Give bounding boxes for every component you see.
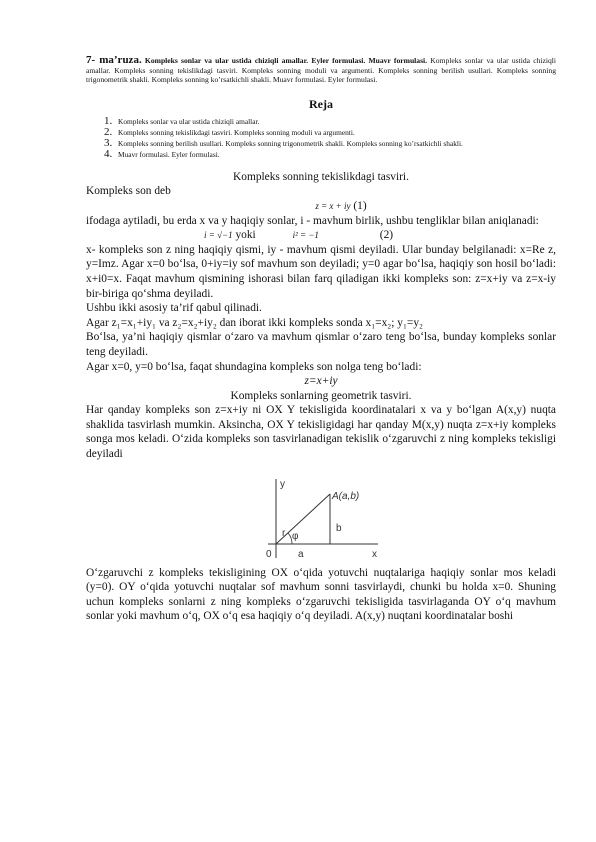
plan-item-number: 4. <box>104 147 113 160</box>
paragraph: x- kompleks son z ning haqiqiy qismi, iy - mavhum qismi deyiladi. Ular bunday belgilanadi: x=Re z, y=Imz. Agar x=0 bo‘lsa, 0+iy=iy sof mavhum son deyiladi; y=0 agar bo‘lsa, haqiqiy son hosil bo‘ladi: x+i0=x. Faqat mavhum qismining ishorasi bilan farq qiladigan ikki kompleks son: z=x+iy va z=x-iy bir-biriga qo‘shma deyiladi. <box>86 243 556 300</box>
equation-1-formula: z = x + iy <box>315 200 351 211</box>
plan-item <box>86 149 556 160</box>
equation-2-word: yoki <box>235 229 256 242</box>
origin-label: 0 <box>266 548 272 560</box>
equation-2-formula-b: i² = −1 <box>292 230 319 241</box>
plan-item <box>86 116 556 127</box>
phi-label: φ <box>292 530 299 542</box>
b-label: b <box>336 522 342 534</box>
plan-heading: Reja <box>309 96 333 111</box>
lecture-intro <box>86 56 556 85</box>
plan-item-text: Kompleks sonning tekislikdagi tasviri. Kompleks sonning moduli va argumenti. <box>118 127 355 137</box>
section-heading: Kompleks sonlarning geometrik tasviri. <box>230 389 412 402</box>
equation-2 <box>86 228 556 243</box>
plan-item <box>86 138 556 149</box>
x-axis-label: x <box>372 548 377 560</box>
paragraph: Ushbu ikki asosiy ta’rif qabul qilinadi. <box>86 302 262 315</box>
equation-3-formula: z=x+iy <box>304 375 338 388</box>
plan-item-number: 3. <box>104 136 113 149</box>
equation-1-number: (1) <box>353 199 367 212</box>
section-heading: Kompleks sonning tekislikdagi tasviri. <box>233 170 409 183</box>
complex-plane-diagram <box>264 476 384 560</box>
paragraph: Bo‘lsa, ya’ni haqiqiy qismlar o‘zaro va mavhum qismlar o‘zaro teng bo‘lsa, bunday kompleks sonlar teng deyiladi. <box>86 331 556 358</box>
plan-list <box>86 116 556 160</box>
plan-item-number: 2. <box>104 125 113 138</box>
equation-2-number: (2) <box>379 229 394 242</box>
plan-item-text: Kompleks sonning berilish usullari. Kompleks sonning trigonometrik shakli. Kompleks sonning ko’rsatkichli shakli. <box>118 138 463 148</box>
lecture-summary: Kompleks sonlar va ular ustida chiziqli amallar. Kompleks sonning tekislikdagi tasviri. Kompleks sonning moduli va argumenti. Kompleks sonning berilish usullari. Kompleks sonning trigonometrik shakli. Kompleks sonning ko’rsatkichli shakli. Muavr formulasi. Eyler formulasi. <box>86 56 556 85</box>
lecture-number: 7- ma’ruza. <box>86 54 142 66</box>
point-label: A(a,b) <box>332 490 360 502</box>
equation-1 <box>86 199 556 214</box>
plan-item-number: 1. <box>104 114 113 127</box>
plan-item-text: Kompleks sonlar va ular ustida chiziqli amallar. <box>118 116 260 126</box>
equation-3 <box>86 374 556 389</box>
plan-item <box>86 127 556 138</box>
paragraph: Agar z₁=x₁+iy₁ va z₂=x₂+iy₂ dan iborat ikki kompleks sonda x₁=x₂; y₁=y₂ <box>86 316 424 329</box>
plan-item-text: Muavr formulasi. Eyler formulasi. <box>118 149 220 159</box>
y-axis-label: y <box>280 478 285 490</box>
paragraph: Agar x=0, y=0 bo‘lsa, faqat shundagina kompleks son nolga teng bo‘ladi: <box>86 360 422 373</box>
definition-intro: Kompleks son deb <box>86 185 171 198</box>
document-page <box>86 56 556 624</box>
paragraph: O‘zgaruvchi z kompleks tekisligining OX o‘qida yotuvchi nuqtalariga haqiqiy sonlar mos keladi (y=0). OY o‘qida yotuvchi nuqtalar sof mavhum sonni tasvirlaydi, chunki bu holda x=0. Shuning uchun kompleks sonlarni z ning kompleks o‘zgaruvchi tekisligida tasvirlaganda OY o‘q mavhum sonlar yoki mavhum o‘q, OX o‘q esa haqiqiy o‘q deyiladi. A(x,y) nuqtani koordinatalar boshi <box>86 566 556 623</box>
r-label: r <box>282 527 286 539</box>
paragraph: Har qanday kompleks son z=x+iy ni OX Y tekisligida koordinatalari x va y bo‘lgan A(x,y) nuqta shaklida tasvirlash mumkin. Aksincha, OX Y tekisligidagi har qanday M(x,y) nuqta z=x+iy kompleks songa mos keladi. O‘zida kompleks son tasvirlanadigan tekislik o‘zgaruvchi z ning kompleks tekisligi deyiladi <box>86 404 556 461</box>
lecture-title: Kompleks sonlar va ular ustida chiziqli amallar. Eyler formulasi. Muavr formulasi. <box>144 56 428 65</box>
paragraph: ifodaga aytiladi, bu erda x va y haqiqiy sonlar, i - mavhum birlik, ushbu tengliklar bilan aniqlanadi: <box>86 214 539 227</box>
a-label: a <box>298 548 304 560</box>
equation-2-formula-a: i = √−1 <box>204 230 233 241</box>
